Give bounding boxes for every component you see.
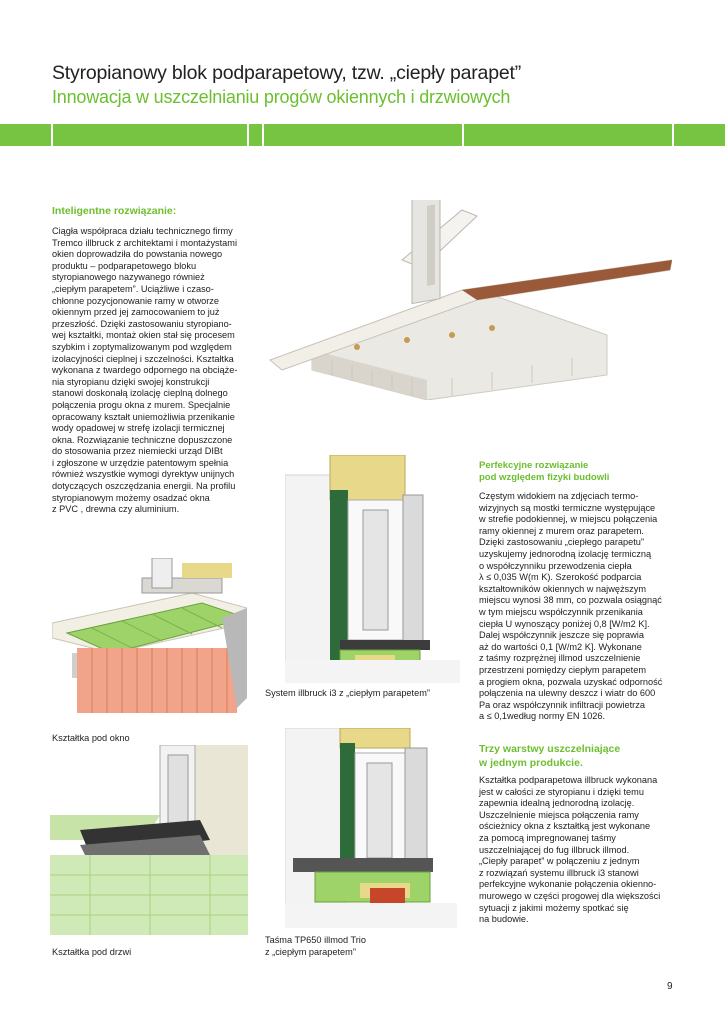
system-i3-section-image	[285, 455, 460, 683]
band-divider	[247, 124, 249, 146]
caption-system-i3: System illbruck i3 z „ciepłym parapetem”	[265, 688, 430, 698]
caption-shape-window: Kształtka pod okno	[52, 733, 130, 743]
band-divider	[672, 124, 674, 146]
page-subtitle: Innowacja w uszczelnianiu progów okiennych i drzwiowych	[52, 87, 511, 107]
band-divider	[262, 124, 264, 146]
section-heading-layers: Trzy warstwy uszczelniające w jednym produkcie.	[479, 743, 621, 769]
caption-shape-door: Kształtka pod drzwi	[52, 947, 132, 957]
caption-tape-tp650: Taśma TP650 illmod Trio z „ciepłym parapetem”	[265, 935, 366, 957]
page-number: 9	[667, 981, 673, 992]
door-shape-block-image	[50, 745, 248, 935]
band-divider	[51, 124, 53, 146]
warm-sill-3d-image	[262, 200, 672, 400]
section-body-physics: Częstym widokiem na zdjęciach termo- wizyjnych są mostki termiczne występujące w strefie podokiennej, w miejscu połączenia ramy okiennej z murem oraz parapetem. Dzięki zastosowaniu „ciepłego parapetu” uzyskujemy jednorodną izolację termiczną o współczynniku przewodzenia ciepła λ ≤ 0,035 W(m K). Szerokość podparcia kształtowników okiennych w najwęższym miejscu wynosi 38 mm, co pozwala osiągnąć w tym miejscu współczynnik przenikania ciepła U wynoszący poniżej 0,8 [W/m2 K]. Dalej współczynnik jeszcze się poprawia aż do wartości 0,1 [W/m2 K]. Wykonane z taśmy rozprężnej illmod uszczelnienie przestrzeni pomiędzy ciepłym parapetem a progiem okna, pozwala uzyskać odporność połączenia na ulewny deszcz i wiatr do 600 Pa oraz współczynnik infiltracji powietrza a ≤ 0,1według normy EN 1026.	[479, 491, 663, 722]
section-heading-intelligent: Inteligentne rozwiązanie:	[52, 205, 177, 217]
page-title: Styropianowy blok podparapetowy, tzw. „ciepły parapet”	[52, 62, 522, 84]
header-band	[0, 124, 725, 146]
window-shape-block-image	[52, 558, 247, 723]
section-heading-physics: Perfekcyjne rozwiązanie pod względem fizyki budowli	[479, 460, 610, 483]
band-divider	[462, 124, 464, 146]
section-body-intelligent: Ciągła współpraca działu technicznego firmy Tremco illbruck z architektami i montażystami okien doprowadziła do powstania nowego produktu – podparapetowego bloku styropianowego nazywanego również „ciepłym parapetem”. Uciążliwe i czaso- chłonne pozycjonowanie ramy w otworze okiennym przed jej zamocowaniem to już przeszłość. Dzięki zastosowaniu styropiano- wej kształtki, montaż okien stał się procesem szybkim i zoptymalizowanym pod względem izolacyjności cieplnej i szczelności. Kształtka wykonana z twardego odpornego na obciąże- nia styropianu dzięki swojej konstrukcji stanowi doskonałą izolację cieplną dolnego połączenia progu okna z murem. Specjalnie opracowany kształt uniemożliwia przenikanie wody opadowej w strefę izolacji termicznej okna. Rozwiązanie techniczne dopuszczone do stosowania przez niemiecki urząd DIBt i zgłoszone w urzędzie patentowym spełnia również wszystkie wymogi dyrektyw unijnych dotyczących oszczędzania energii. Na profilu styropianowym możemy osadzać okna z PVC , drewna czy aluminium.	[52, 226, 238, 515]
tp650-section-image	[285, 728, 457, 928]
section-body-layers: Kształtka podparapetowa illbruck wykonana jest w całości ze styropianu i dzięki temu zapewnia idealną jednorodną izolację. Uszczelnienie miejsca połączenia ramy ościeżnicy okna z kształtką jest wykonane za pomocą impregnowanej taśmy uszczelniającej do fug illbruck illmod. „Ciepły parapet” w połączeniu z jednym z rozwiązań systemu illbruck i3 stanowi perfekcyjne wykonanie połączenia okienno- murowego w części progowej dla większości sytuacji z jakimi możemy spotkać się na budowie.	[479, 775, 661, 925]
